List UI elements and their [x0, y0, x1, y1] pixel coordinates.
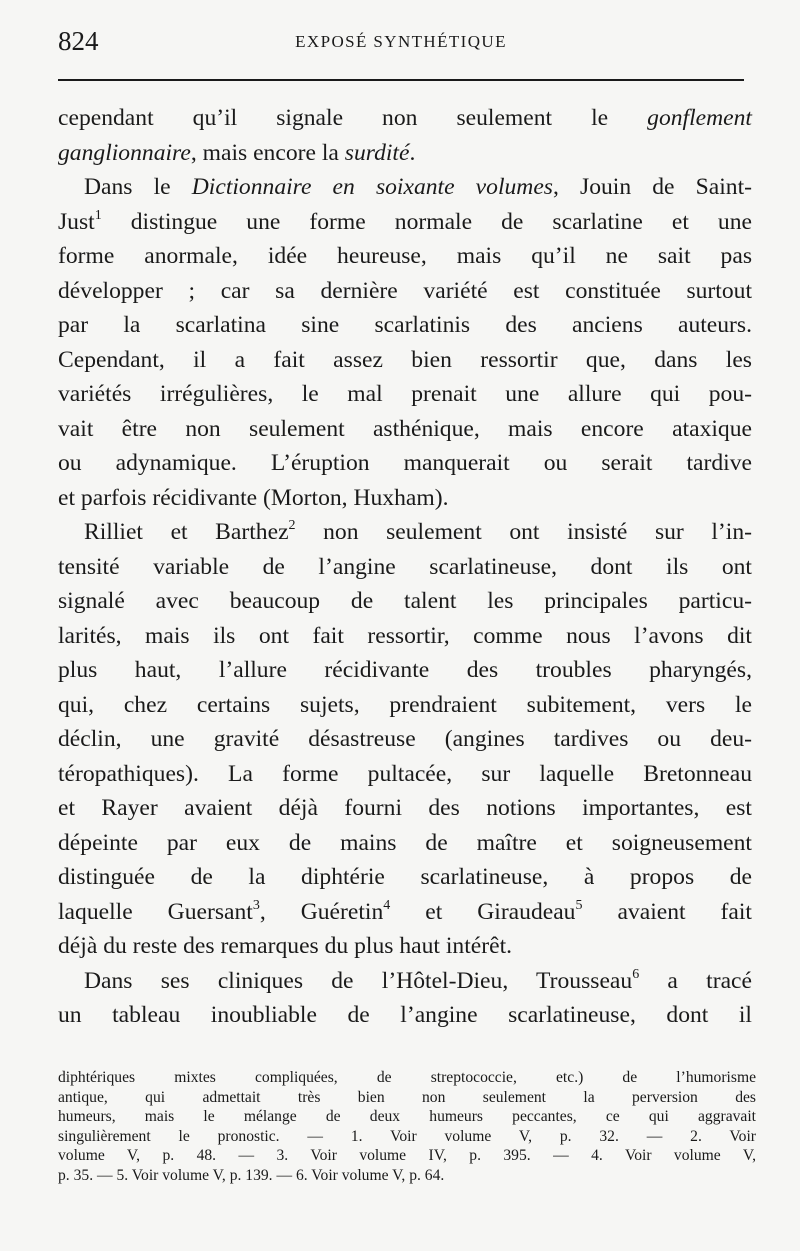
text-line: déclin, une gravité désastreuse (angines tardives ou deu-: [58, 726, 752, 752]
text-line: [58, 515, 752, 550]
text-line: vait être non seulement asthénique, mais encore ataxique: [58, 415, 752, 442]
text-line: ou adynamique. L’éruption manquerait ou serait tardive: [58, 450, 752, 476]
paragraph: [58, 964, 752, 1033]
text-line: par la scarlatina sine scarlatinis des anciens auteurs.: [58, 312, 752, 338]
paragraph: [58, 170, 752, 515]
footnote-ref: 2: [288, 518, 296, 533]
text-line: larités, mais ils ont fait ressortir, comme nous l’avons dit: [58, 622, 752, 649]
footnote-line: p. 35. — 5. Voir volume V, p. 139. — 6. Voir volume V, p. 64.: [58, 1166, 445, 1184]
paragraph: [58, 515, 752, 964]
text-line: déjà du reste des remarques du plus haut intérêt.: [58, 933, 513, 959]
footnote-line: volume V, p. 48. — 3. Voir volume IV, p. 395. — 4. Voir volume V,: [58, 1147, 756, 1165]
footnote-ref: 1: [94, 207, 102, 223]
italic-text: ganglionnaire: [58, 139, 191, 166]
text-line: variétés irrégulières, le mal prenait une allure qui pou-: [58, 381, 752, 407]
text-line: [58, 205, 752, 240]
text-line: et Rayer avaient déjà fourni des notions importantes, est: [58, 795, 752, 821]
text-line: [58, 170, 752, 205]
italic-text: surdité: [344, 139, 410, 166]
footnote-line: singulièrement le pronostic. — 1. Voir volume V, p. 32. — 2. Voir: [58, 1127, 756, 1145]
footnote-line: antique, qui admettait très bien non seulement la perversion des: [58, 1088, 756, 1106]
text-line: qui, chez certains sujets, prendraient subitement, vers le: [58, 691, 752, 718]
text-line: [58, 136, 752, 171]
text-span: .: [409, 139, 416, 166]
footnote-ref: 6: [632, 966, 640, 982]
text-span: avaient fait: [582, 898, 752, 925]
footnotes: [58, 1068, 756, 1186]
text-line: [58, 895, 752, 930]
text-span: laquelle Guersant: [58, 898, 253, 925]
text-line: plus haut, l’allure récidivante des troubles pharyngés,: [58, 657, 752, 683]
text-span: Just: [58, 208, 95, 235]
text-span: , mais encore la: [190, 139, 345, 166]
header-rule: [58, 79, 744, 81]
text-span: non seulement ont insisté sur l’in-: [295, 519, 752, 545]
text-span: Dans le: [84, 174, 192, 200]
text-line: développer ; car sa dernière variété est constituée surtout: [58, 277, 752, 304]
text-line: Cependant, il a fait assez bien ressortir que, dans les: [58, 346, 752, 373]
text-line: distinguée de la diphtérie scarlatineuse, à propos de: [58, 864, 752, 890]
text-line: tensité variable de l’angine scarlatineuse, dont ils ont: [58, 553, 752, 580]
italic-text: gonflement: [647, 105, 752, 131]
footnote-line: diphtériques mixtes compliquées, de streptococcie, etc.) de l’humorisme: [58, 1069, 756, 1086]
running-head: EXPOSÉ SYNTHÉTIQUE: [295, 32, 507, 51]
text-span: , Jouin de Saint-: [553, 174, 752, 200]
footnote-line: humeurs, mais le mélange de deux humeurs peccantes, ce qui aggravait: [58, 1108, 756, 1126]
text-line: [58, 964, 752, 999]
body-text: [58, 101, 752, 1033]
text-line: dépeinte par eux de mains de maître et soigneusement: [58, 829, 752, 856]
text-line: téropathiques). La forme pultacée, sur laquelle Bretonneau: [58, 760, 752, 787]
footnote-ref: 4: [383, 897, 391, 913]
text-line: un tableau inoubliable de l’angine scarlatineuse, dont il: [58, 1002, 752, 1028]
text-span: Rilliet et Barthez: [84, 519, 289, 545]
italic-text: Dictionnaire en soixante volumes: [191, 174, 553, 200]
footnote-ref: 5: [575, 897, 583, 913]
footnote-ref: 3: [252, 897, 260, 913]
text-span: Dans ses cliniques de l’Hôtel-Dieu, Trousseau: [84, 967, 633, 994]
text-span: , Guéretin: [259, 898, 384, 925]
text-span: distingue une forme normale de scarlatine et une: [101, 208, 752, 235]
text-line: forme anormale, idée heureuse, mais qu’il ne sait pas: [58, 243, 752, 269]
text-span: a tracé: [639, 967, 752, 994]
text-line: signalé avec beaucoup de talent les principales particu-: [58, 588, 752, 614]
page-number: 824: [58, 26, 99, 56]
text-line: [58, 101, 752, 136]
page-header: [58, 26, 744, 60]
text-span: et Giraudeau: [390, 898, 576, 925]
text-span: cependant qu’il signale non seulement le: [58, 105, 648, 131]
text-line: et parfois récidivante (Morton, Huxham).: [58, 484, 449, 511]
paragraph: [58, 101, 752, 170]
